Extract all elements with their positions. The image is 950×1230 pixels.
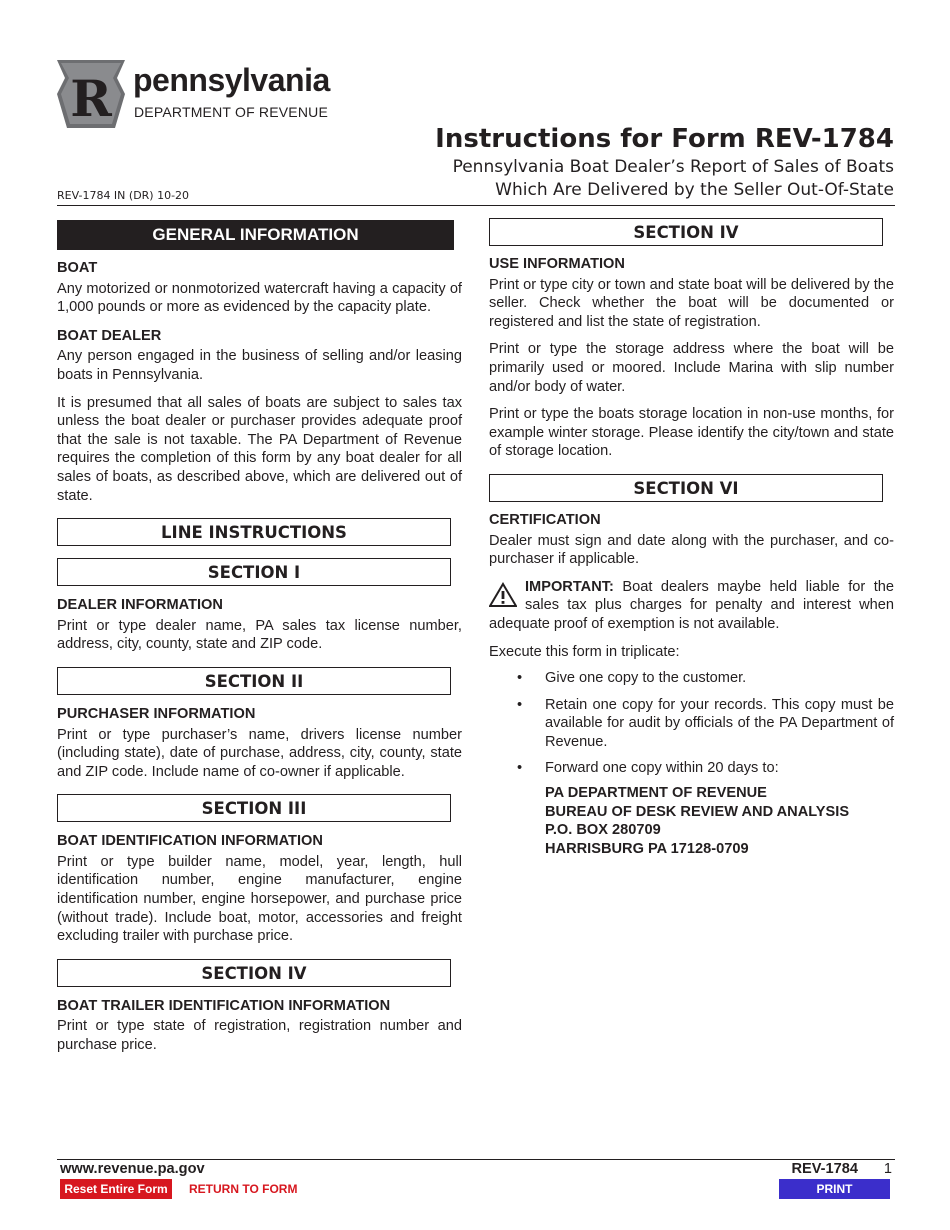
logo-letter: R: [70, 69, 112, 128]
list-item: [489, 669, 894, 688]
address-line: P.O. BOX 280709: [545, 822, 661, 839]
use-information-text-3: Print or type the boats storage location in non-use months, for example winter storage. Please identify the city/town and state of storage location.: [489, 406, 894, 460]
section-6-heading: SECTION VI: [489, 474, 883, 502]
boat-trailer-text: Print or type state of registration, registration number and purchase price.: [57, 1018, 462, 1054]
page-number: 1: [883, 1161, 892, 1177]
execute-text: Execute this form in triplicate:: [489, 643, 680, 660]
bullet-icon: •: [517, 696, 523, 713]
keystone-logo: [57, 60, 125, 128]
important-notice: [489, 578, 894, 634]
section-4-use-heading: SECTION IV: [489, 218, 883, 246]
important-label: IMPORTANT:: [525, 578, 614, 595]
section-2-heading: SECTION II: [57, 667, 451, 695]
address-line: PA DEPARTMENT OF REVENUE: [545, 785, 767, 802]
warning-icon: [489, 582, 517, 608]
logo-department: DEPARTMENT OF REVENUE: [134, 104, 329, 120]
purchaser-information-text: Print or type purchaser’s name, drivers license number (including state), date of purchase, address, city, county, state and ZIP code. Include name of co-owner if applicable.: [57, 726, 462, 780]
page-subtitle-line2: Which Are Delivered by the Seller Out-Of-State: [495, 180, 894, 200]
mailing-address: [489, 784, 894, 858]
boat-text: Any motorized or nonmotorized watercraft having a capacity of 1,000 pounds or more as evidenced by the capacity plate.: [57, 280, 462, 316]
boat-identification-text: Print or type builder name, model, year, length, hull identification number, engine manufacturer, engine identification number, engine horsepower, and purchase price (without trade). Include boat, motor, accessories and freight excluding trailer with purchase price.: [57, 853, 462, 945]
dealer-information-text: Print or type dealer name, PA sales tax license number, address, city, county, state and ZIP code.: [57, 617, 462, 653]
form-code: REV-1784 IN (DR) 10-20: [57, 189, 190, 202]
dealer-information-heading: DEALER INFORMATION: [57, 597, 223, 614]
section-4-trailer-heading: SECTION IV: [57, 959, 451, 987]
boat-dealer-text: Any person engaged in the business of selling and/or leasing boats in Pennsylvania.: [57, 348, 462, 383]
page-title: Instructions for Form REV-1784: [435, 124, 894, 154]
boat-identification-heading: BOAT IDENTIFICATION INFORMATION: [57, 833, 323, 850]
page-subtitle-line1: Pennsylvania Boat Dealer’s Report of Sales of Boats: [452, 157, 894, 177]
boat-dealer-heading: BOAT DEALER: [57, 327, 162, 344]
line-instructions-heading: LINE INSTRUCTIONS: [57, 518, 451, 546]
footer-rule: [57, 1159, 895, 1160]
boat-heading: BOAT: [57, 260, 98, 276]
address-line: HARRISBURG PA 17128-0709: [545, 840, 749, 857]
list-item: [489, 759, 894, 778]
section-1-heading: SECTION I: [57, 558, 451, 586]
return-to-form-button[interactable]: RETURN TO FORM: [189, 1182, 298, 1196]
website-link[interactable]: www.revenue.pa.gov: [60, 1161, 205, 1177]
list-item: [489, 696, 894, 752]
print-button[interactable]: PRINT: [779, 1179, 890, 1199]
important-text: Boat dealers maybe held liable for the sales tax plus charges for penalty and interest when adequate proof of exemption is not available.: [489, 578, 894, 632]
logo-wordmark: pennsylvania: [133, 62, 330, 98]
footer-form-number: REV-1784: [791, 1161, 858, 1177]
bullet-text: Forward one copy within 20 days to:: [545, 760, 779, 777]
bullet-text: Retain one copy for your records. This copy must be available for audit by officials of the PA Department of Revenue.: [545, 696, 894, 750]
address-line: BUREAU OF DESK REVIEW AND ANALYSIS: [545, 803, 850, 820]
bullet-text: Give one copy to the customer.: [545, 670, 747, 687]
use-information-text-2: Print or type the storage address where the boat will be primarily used or moored. Include Marina with slip number and/or body of water.: [489, 341, 894, 395]
use-information-text-1: Print or type city or town and state boat will be delivered by the seller. Check whether the boat will be documented or registered and list the state of registration.: [489, 276, 894, 330]
bullet-icon: •: [517, 760, 523, 777]
right-column: [489, 218, 894, 858]
header-rule: [57, 205, 895, 206]
purchaser-information-heading: PURCHASER INFORMATION: [57, 705, 256, 722]
presumed-text: It is presumed that all sales of boats are subject to sales tax unless the boat dealer or purchaser provides adequate proof that the sale is not taxable. The PA Department of Revenue requires the completion of this form by any boat dealer for all sales of boats, as described above, which are delivered out of state.: [57, 394, 462, 504]
general-information-heading: GENERAL INFORMATION: [57, 220, 454, 250]
reset-form-button[interactable]: Reset Entire Form: [60, 1179, 172, 1199]
left-column: [57, 220, 462, 1055]
use-information-heading: USE INFORMATION: [489, 256, 625, 272]
boat-trailer-heading: BOAT TRAILER IDENTIFICATION INFORMATION: [57, 997, 391, 1014]
certification-heading: CERTIFICATION: [489, 511, 601, 528]
bullet-icon: •: [517, 670, 523, 687]
certification-text: Dealer must sign and date along with the purchaser, and co-purchaser if applicable.: [489, 532, 894, 568]
section-3-heading: SECTION III: [57, 794, 451, 822]
